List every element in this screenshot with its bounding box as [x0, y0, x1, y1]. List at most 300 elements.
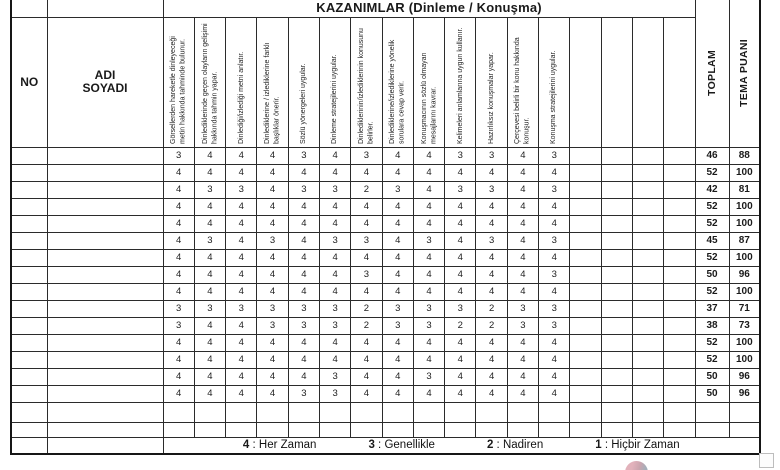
score-cell: 4 [382, 334, 413, 351]
empty-score-cell [601, 181, 632, 198]
score-cell: 3 [413, 317, 444, 334]
student-name-cell [47, 164, 163, 181]
score-cell: 4 [507, 181, 538, 198]
score-cell: 3 [257, 232, 288, 249]
empty-score-cell [288, 422, 319, 437]
kazanim-column-header [226, 17, 257, 147]
empty-score-cell [664, 164, 695, 181]
empty-score-cell [507, 422, 538, 437]
empty-score-cell [664, 368, 695, 385]
score-cell: 4 [539, 198, 570, 215]
empty-score-cell [664, 351, 695, 368]
score-cell: 4 [194, 215, 225, 232]
student-name-cell [47, 317, 163, 334]
empty-score-cell [257, 422, 288, 437]
empty-kazanim-column-header [570, 17, 601, 147]
kazanim-label: Sözlü yönergeleri uygular. [300, 63, 308, 144]
empty-score-cell [664, 385, 695, 402]
kazanim-column-header [476, 17, 507, 147]
name-label-line2: SOYADI [82, 81, 128, 95]
score-cell: 4 [226, 334, 257, 351]
empty-score-cell [664, 198, 695, 215]
score-cell: 3 [382, 181, 413, 198]
empty-score-cell [570, 422, 601, 437]
student-name-cell [47, 334, 163, 351]
student-row [11, 317, 760, 334]
rating-legend [164, 438, 760, 453]
score-cell: 4 [476, 198, 507, 215]
score-cell: 4 [226, 317, 257, 334]
score-cell: 4 [351, 198, 382, 215]
student-no-cell [11, 317, 47, 334]
score-cell: 4 [226, 368, 257, 385]
kazanim-label: Çerçevesi belirli bir konu hakkında konuşur. [514, 37, 531, 144]
empty-score-cell [570, 198, 601, 215]
student-no-cell [11, 147, 47, 164]
score-cell: 3 [382, 317, 413, 334]
name-column-top-cell [47, 0, 163, 17]
empty-score-cell [570, 317, 601, 334]
score-cell: 4 [382, 385, 413, 402]
score-cell: 4 [445, 385, 476, 402]
score-cell: 4 [163, 198, 194, 215]
empty-score-cell [601, 317, 632, 334]
score-cell: 4 [163, 351, 194, 368]
score-cell: 4 [476, 266, 507, 283]
score-cell: 4 [351, 164, 382, 181]
kazanim-label: Dinlediklerinin/izlediklerinin konusunu belirler. [357, 28, 375, 144]
score-cell: 4 [257, 198, 288, 215]
empty-score-cell [570, 283, 601, 300]
score-cell: 4 [507, 164, 538, 181]
score-cell: 4 [163, 164, 194, 181]
kazanim-column-header [351, 17, 382, 147]
total-cell: 52 [695, 249, 729, 266]
header-row [11, 17, 760, 147]
score-cell: 4 [445, 266, 476, 283]
no-column-label: NO [11, 17, 47, 147]
student-row [11, 385, 760, 402]
score-cell: 4 [382, 215, 413, 232]
score-cell: 4 [194, 283, 225, 300]
empty-score-cell [570, 402, 601, 422]
student-no-cell [11, 402, 47, 422]
tema-score-cell: 96 [729, 385, 760, 402]
score-cell: 4 [539, 351, 570, 368]
score-cell: 4 [319, 147, 350, 164]
total-cell: 52 [695, 283, 729, 300]
empty-score-cell [257, 402, 288, 422]
score-cell: 4 [539, 249, 570, 266]
score-cell: 2 [476, 317, 507, 334]
score-cell: 3 [257, 317, 288, 334]
kazanim-column-header [319, 17, 350, 147]
empty-score-cell [632, 232, 663, 249]
kazanim-column-header [194, 17, 225, 147]
student-no-cell [11, 334, 47, 351]
student-row [11, 334, 760, 351]
score-cell: 4 [539, 334, 570, 351]
empty-score-cell [632, 198, 663, 215]
score-cell: 4 [413, 249, 444, 266]
empty-score-cell [163, 402, 194, 422]
empty-score-cell [664, 266, 695, 283]
empty-score-cell [601, 385, 632, 402]
student-no-cell [11, 232, 47, 249]
score-cell: 4 [413, 283, 444, 300]
student-no-cell [11, 283, 47, 300]
score-cell: 4 [476, 283, 507, 300]
kazanim-label: Kelimeleri anlamlarına uygun kullanır. [456, 27, 464, 144]
tema-score-cell: 100 [729, 351, 760, 368]
kazanim-column-header [507, 17, 538, 147]
score-cell: 4 [445, 249, 476, 266]
empty-score-cell [226, 422, 257, 437]
score-cell: 4 [382, 266, 413, 283]
score-cell: 4 [351, 283, 382, 300]
student-no-cell [11, 385, 47, 402]
empty-score-cell [351, 402, 382, 422]
assessment-sheet [10, 0, 761, 455]
no-column-top-cell [11, 0, 47, 17]
score-cell: 4 [163, 249, 194, 266]
score-cell: 4 [163, 215, 194, 232]
total-cell: 52 [695, 215, 729, 232]
score-cell: 4 [163, 334, 194, 351]
student-row [11, 300, 760, 317]
empty-score-cell [194, 402, 225, 422]
student-no-cell [11, 164, 47, 181]
empty-score-cell [664, 232, 695, 249]
score-cell: 4 [226, 232, 257, 249]
legend-row [11, 437, 760, 454]
student-no-cell [11, 300, 47, 317]
kazanim-label: Görsellerden hareketle dinleyeceği metin hakkında tahminde bulunur. [170, 36, 187, 144]
score-cell: 4 [351, 334, 382, 351]
student-name-cell [47, 266, 163, 283]
score-table [10, 0, 761, 455]
student-row [11, 181, 760, 198]
score-cell: 4 [507, 351, 538, 368]
score-cell: 3 [257, 300, 288, 317]
score-cell: 3 [163, 300, 194, 317]
score-cell: 4 [507, 266, 538, 283]
empty-score-cell [632, 334, 663, 351]
total-cell: 52 [695, 351, 729, 368]
empty-kazanim-column-header [664, 17, 695, 147]
score-cell: 4 [163, 266, 194, 283]
score-cell: 4 [226, 147, 257, 164]
score-cell: 4 [382, 249, 413, 266]
total-cell [695, 402, 729, 422]
score-cell: 4 [288, 334, 319, 351]
score-cell: 4 [288, 215, 319, 232]
kazanim-column-header [163, 17, 194, 147]
legend-name-cell [47, 437, 163, 454]
score-cell: 4 [507, 334, 538, 351]
empty-score-cell [601, 368, 632, 385]
empty-score-cell [632, 215, 663, 232]
empty-score-cell [351, 422, 382, 437]
score-cell: 4 [288, 283, 319, 300]
total-cell: 50 [695, 368, 729, 385]
score-cell: 4 [226, 249, 257, 266]
empty-score-cell [664, 249, 695, 266]
score-cell: 4 [382, 368, 413, 385]
score-cell: 4 [194, 334, 225, 351]
score-cell: 4 [413, 385, 444, 402]
tema-score-cell: 100 [729, 164, 760, 181]
score-cell: 3 [288, 385, 319, 402]
empty-score-cell [163, 422, 194, 437]
score-cell: 4 [445, 215, 476, 232]
score-cell: 4 [163, 385, 194, 402]
tema-score-cell: 81 [729, 181, 760, 198]
score-cell: 3 [351, 266, 382, 283]
empty-score-cell [476, 402, 507, 422]
score-cell: 4 [288, 266, 319, 283]
score-cell: 4 [257, 215, 288, 232]
empty-score-cell [570, 300, 601, 317]
score-cell: 4 [351, 385, 382, 402]
empty-score-cell [570, 249, 601, 266]
score-cell: 4 [539, 368, 570, 385]
empty-score-cell [601, 351, 632, 368]
empty-score-cell [413, 402, 444, 422]
kazanim-label: Hazırlıksız konuşmalar yapar. [487, 52, 495, 144]
score-cell: 4 [507, 249, 538, 266]
student-name-cell [47, 181, 163, 198]
score-cell: 4 [194, 385, 225, 402]
empty-score-cell [601, 249, 632, 266]
tema-score-cell: 88 [729, 147, 760, 164]
empty-score-cell [601, 283, 632, 300]
score-cell: 4 [257, 249, 288, 266]
kazanim-label: Konuşmacının sözlü olmayan mesajlarını kavrar. [420, 52, 438, 144]
title-row [11, 0, 760, 17]
total-column-header [695, 0, 729, 147]
score-cell: 3 [539, 147, 570, 164]
student-no-cell [11, 215, 47, 232]
score-cell: 4 [319, 351, 350, 368]
score-cell: 4 [319, 164, 350, 181]
score-cell: 4 [319, 198, 350, 215]
kazanim-column-header [445, 17, 476, 147]
score-cell: 4 [226, 266, 257, 283]
score-cell: 4 [476, 368, 507, 385]
score-cell: 4 [288, 164, 319, 181]
empty-score-cell [632, 249, 663, 266]
score-cell: 4 [445, 283, 476, 300]
empty-score-cell [601, 215, 632, 232]
kazanim-label: Dinlediklerine/izlediklerine yönelik sorulara cevap verir. [389, 39, 406, 144]
student-row [11, 164, 760, 181]
kazanim-label: Konuşma stratejilerini uygular. [550, 50, 558, 144]
score-cell: 3 [288, 300, 319, 317]
score-cell: 3 [445, 147, 476, 164]
score-cell: 3 [351, 147, 382, 164]
empty-score-cell [664, 300, 695, 317]
student-name-cell [47, 249, 163, 266]
empty-score-cell [632, 300, 663, 317]
score-cell: 3 [445, 181, 476, 198]
empty-score-cell [664, 402, 695, 422]
tema-header-label: TEMA PUANI [738, 38, 751, 107]
score-cell: 3 [382, 300, 413, 317]
score-cell: 4 [288, 232, 319, 249]
score-cell: 3 [319, 317, 350, 334]
empty-score-cell [601, 198, 632, 215]
kazanim-label: Dinlediği/izlediği metni anlatır. [237, 51, 245, 144]
total-cell: 52 [695, 334, 729, 351]
score-cell: 4 [194, 266, 225, 283]
total-cell: 42 [695, 181, 729, 198]
score-cell: 4 [257, 385, 288, 402]
tema-score-cell: 100 [729, 198, 760, 215]
score-cell: 4 [476, 351, 507, 368]
score-cell: 4 [445, 198, 476, 215]
score-cell: 4 [226, 385, 257, 402]
score-cell: 2 [476, 300, 507, 317]
score-cell: 4 [413, 334, 444, 351]
legend-item: 1 : Hiçbir Zaman [595, 438, 680, 451]
total-cell: 37 [695, 300, 729, 317]
empty-score-cell [226, 402, 257, 422]
empty-score-cell [632, 266, 663, 283]
name-column-label [47, 17, 163, 147]
score-cell: 4 [445, 232, 476, 249]
student-name-cell [47, 385, 163, 402]
student-no-cell [11, 198, 47, 215]
score-cell: 2 [351, 181, 382, 198]
kazanimlar-title: KAZANIMLAR (Dinleme / Konuşma) [163, 0, 695, 17]
empty-score-cell [194, 422, 225, 437]
score-cell: 3 [194, 181, 225, 198]
score-cell: 4 [382, 164, 413, 181]
empty-score-cell [664, 334, 695, 351]
score-cell: 3 [194, 300, 225, 317]
tema-score-cell: 96 [729, 368, 760, 385]
score-cell: 4 [382, 351, 413, 368]
empty-score-cell [664, 283, 695, 300]
student-name-cell [47, 198, 163, 215]
empty-score-cell [570, 147, 601, 164]
empty-score-cell [664, 147, 695, 164]
student-row [11, 147, 760, 164]
tema-score-cell: 100 [729, 283, 760, 300]
score-cell: 3 [539, 181, 570, 198]
total-cell [695, 422, 729, 437]
score-cell: 4 [163, 232, 194, 249]
student-no-cell [11, 422, 47, 437]
score-cell: 4 [288, 368, 319, 385]
kazanim-column-header [257, 17, 288, 147]
empty-score-cell [319, 402, 350, 422]
score-cell: 4 [257, 266, 288, 283]
student-row [11, 266, 760, 283]
student-row [11, 232, 760, 249]
kazanim-column-header [539, 17, 570, 147]
student-name-cell [47, 422, 163, 437]
empty-score-cell [570, 164, 601, 181]
score-cell: 3 [163, 317, 194, 334]
empty-score-cell [601, 147, 632, 164]
total-cell: 50 [695, 266, 729, 283]
name-label-line1: ADI [94, 68, 116, 82]
empty-score-cell [570, 181, 601, 198]
score-cell: 4 [413, 147, 444, 164]
score-cell: 4 [163, 368, 194, 385]
empty-score-cell [445, 402, 476, 422]
empty-score-cell [664, 181, 695, 198]
empty-score-cell [601, 266, 632, 283]
empty-score-cell [601, 232, 632, 249]
score-cell: 4 [445, 351, 476, 368]
score-cell: 4 [319, 266, 350, 283]
tema-score-column-header [729, 0, 760, 147]
kazanim-column-header [413, 17, 444, 147]
score-cell: 4 [476, 334, 507, 351]
score-cell: 4 [257, 351, 288, 368]
legend-no-cell [11, 437, 47, 454]
legend-cell [163, 437, 760, 454]
tema-score-cell: 100 [729, 215, 760, 232]
score-cell: 4 [445, 368, 476, 385]
score-cell: 4 [257, 147, 288, 164]
score-cell: 4 [257, 334, 288, 351]
score-cell: 3 [413, 300, 444, 317]
score-cell: 4 [539, 164, 570, 181]
empty-score-cell [601, 422, 632, 437]
score-cell: 3 [476, 232, 507, 249]
score-cell: 3 [351, 232, 382, 249]
kazanim-label: Dinleme stratejilerini uygular. [331, 54, 339, 144]
score-cell: 4 [257, 283, 288, 300]
student-row [11, 283, 760, 300]
score-cell: 4 [163, 283, 194, 300]
score-cell: 4 [507, 368, 538, 385]
score-cell: 4 [382, 283, 413, 300]
empty-score-cell [632, 402, 663, 422]
score-cell: 3 [507, 300, 538, 317]
score-cell: 4 [257, 181, 288, 198]
score-cell: 4 [319, 283, 350, 300]
score-cell: 4 [539, 215, 570, 232]
empty-score-cell [601, 402, 632, 422]
score-cell: 3 [319, 368, 350, 385]
score-cell: 4 [539, 283, 570, 300]
score-cell: 4 [413, 266, 444, 283]
score-cell: 4 [194, 317, 225, 334]
empty-score-cell [601, 164, 632, 181]
empty-score-cell [413, 422, 444, 437]
total-cell: 52 [695, 198, 729, 215]
student-row [11, 215, 760, 232]
empty-score-cell [507, 402, 538, 422]
score-cell: 4 [319, 249, 350, 266]
score-cell: 4 [194, 147, 225, 164]
empty-score-cell [632, 147, 663, 164]
score-cell: 4 [257, 164, 288, 181]
checkbox-bottom-right[interactable] [759, 453, 774, 468]
score-cell: 4 [194, 351, 225, 368]
score-cell: 4 [507, 283, 538, 300]
empty-row [11, 402, 760, 422]
tema-score-cell [729, 422, 760, 437]
kazanim-label: Dinlediklerine / izlediklerine farklı başlıklar önerir. [264, 42, 281, 144]
score-cell: 4 [476, 385, 507, 402]
score-cell: 3 [319, 385, 350, 402]
